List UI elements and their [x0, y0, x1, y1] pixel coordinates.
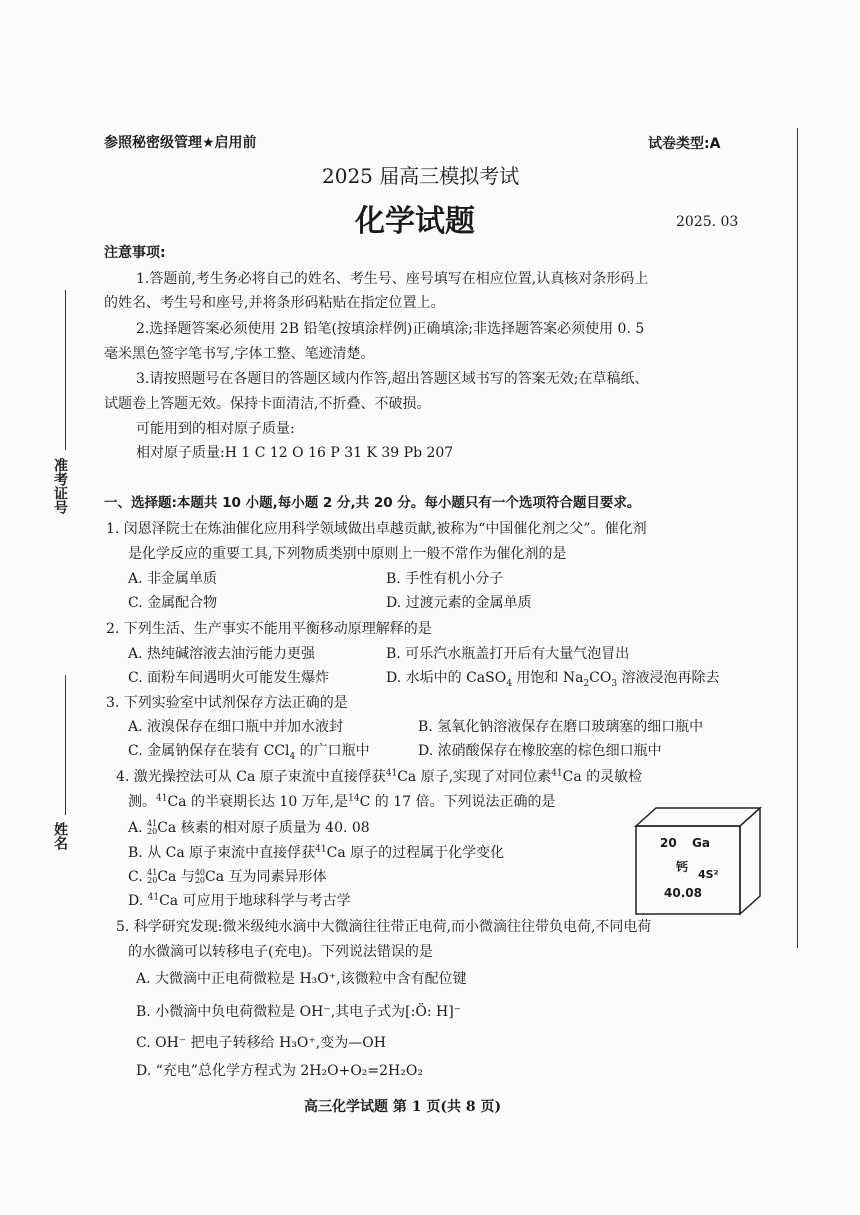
name-underline	[65, 675, 66, 815]
q4-stem-line1: 4. 激光操控法可从 Ca 原子束流中直接俘获$^{41}$Ca 原子,实现了对同位素$^{41}$Ca 的灵敏检	[116, 768, 643, 785]
element-card-box	[634, 806, 784, 916]
q3-stem: 3. 下列实验室中试剂保存方法正确的是	[106, 695, 348, 711]
atomic-mass-intro: 可能用到的相对原子质量:	[136, 421, 295, 437]
exam-no-underline	[65, 290, 66, 450]
q2-option-c[interactable]: C. 面粉车间遇明火可能发生爆炸	[128, 670, 330, 686]
element-electron-config: 4S²	[698, 868, 719, 881]
paper-type: 试卷类型:A	[648, 136, 721, 152]
q2-stem: 2. 下列生活、生产事实不能用平衡移动原理解释的是	[106, 621, 432, 637]
q1-stem-line1: 1. 闵恩泽院士在炼油催化应用科学领域做出卓越贡献,被称为“中国催化剂之父”。催化剂	[106, 521, 647, 537]
note-3-line1: 3.请按照题号在各题目的答题区域内作答,超出答题区域书写的答案无效;在草稿纸、	[136, 371, 649, 387]
q3-option-b[interactable]: B. 氢氧化钠溶液保存在磨口玻璃塞的细口瓶中	[418, 719, 704, 735]
exam-title: 2025 届高三模拟考试	[322, 164, 520, 188]
q4-option-c[interactable]: C. 41 20Ca 与40 20Ca 互为同素异形体	[128, 868, 327, 885]
note-1-line2: 的姓名、考生号和座号,并将条形码粘贴在指定位置上。	[104, 295, 445, 311]
q2-option-a[interactable]: A. 热纯碱溶液去油污能力更强	[128, 646, 316, 662]
exam-date: 2025. 03	[676, 214, 739, 230]
q5-option-a[interactable]: A. 大微滴中正电荷微粒是 H₃O⁺,该微粒中含有配位键	[136, 971, 467, 987]
element-name: 钙	[676, 860, 689, 874]
q5-stem-line1: 5. 科学研究发现:微米级纯水滴中大微滴往往带正电荷,而小微滴往往带负电荷,不同电荷	[116, 919, 652, 935]
q2-option-d[interactable]: D. 水垢中的 CaSO$_4$ 用饱和 $Na_2CO_3$ 溶液浸泡再除去	[386, 670, 720, 689]
notes-heading: 注意事项:	[104, 245, 166, 261]
q4-stem-line2: 测。$^{41}$Ca 的半衰期长达 10 万年,是$^{14}$C 的 17 倍。下列说法正确的是	[128, 793, 556, 810]
subject-title: 化学试题	[355, 204, 475, 239]
q5-option-c[interactable]: C. OH⁻ 把电子转移给 H₃O⁺,变为—OH	[136, 1035, 386, 1051]
secret-level-note: 参照秘密级管理★启用前	[104, 135, 257, 151]
name-label: 姓名	[52, 822, 68, 850]
note-2-line2: 毫米黑色签字笔书写,字体工整、笔迹清楚。	[104, 346, 375, 362]
section-1-heading: 一、选择题:本题共 10 小题,每小题 2 分,共 20 分。每小题只有一个选项符合题目要求。	[104, 495, 641, 511]
q3-option-a[interactable]: A. 液溴保存在细口瓶中并加水液封	[128, 719, 344, 735]
page-footer: 高三化学试题 第 1 页(共 8 页)	[304, 1099, 502, 1115]
q4-option-a[interactable]: A. 41 20Ca 核素的相对原子质量为 40. 08	[128, 819, 370, 836]
element-symbol: Ga	[692, 836, 710, 850]
exam-number-label: 准考证号	[52, 458, 68, 514]
q1-option-c[interactable]: C. 金属配合物	[128, 595, 218, 611]
q3-option-c[interactable]: C. 金属钠保存在装有 CCl$_4$ 的广口瓶中	[128, 743, 370, 762]
note-2-line1: 2.选择题答案必须使用 2B 铅笔(按填涂样例)正确填涂;非选择题答案必须使用 0. 5	[136, 321, 645, 337]
q1-option-d[interactable]: D. 过渡元素的金属单质	[386, 595, 532, 611]
q5-option-d[interactable]: D. “充电”总化学方程式为 2H₂O+O₂=2H₂O₂	[136, 1063, 423, 1079]
right-border-line	[797, 128, 798, 948]
q4-option-d[interactable]: D. $^{41}$Ca 可应用于地球科学与考古学	[128, 892, 351, 909]
note-1-line1: 1.答题前,考生务必将自己的姓名、考生号、座号填写在相应位置,认真核对条形码上	[136, 271, 649, 287]
q2-option-b[interactable]: B. 可乐汽水瓶盖打开后有大量气泡冒出	[386, 646, 630, 662]
element-card	[634, 806, 784, 916]
q1-option-b[interactable]: B. 手性有机小分子	[386, 571, 504, 587]
q4-option-b[interactable]: B. 从 Ca 原子束流中直接俘获$^{41}$Ca 原子的过程属于化学变化	[128, 844, 505, 861]
atomic-mass-list: 相对原子质量:H 1 C 12 O 16 P 31 K 39 Pb 207	[136, 445, 454, 461]
note-3-line2: 试题卷上答题无效。保持卡面清洁,不折叠、不破损。	[104, 396, 431, 412]
q5-stem-line2: 的水微滴可以转移电子(充电)。下列说法错误的是	[128, 944, 433, 960]
q3-option-d[interactable]: D. 浓硝酸保存在橡胶塞的棕色细口瓶中	[418, 743, 662, 759]
q1-option-a[interactable]: A. 非金属单质	[128, 571, 218, 587]
q1-stem-line2: 是化学反应的重要工具,下列物质类别中原则上一般不常作为催化剂的是	[128, 546, 567, 562]
element-atomic-mass: 40.08	[664, 886, 702, 900]
q5-option-b[interactable]: B. 小微滴中负电荷微粒是 OH⁻,其电子式为[:Ö: H]⁻	[136, 1004, 462, 1020]
element-atomic-number: 20	[660, 836, 677, 850]
